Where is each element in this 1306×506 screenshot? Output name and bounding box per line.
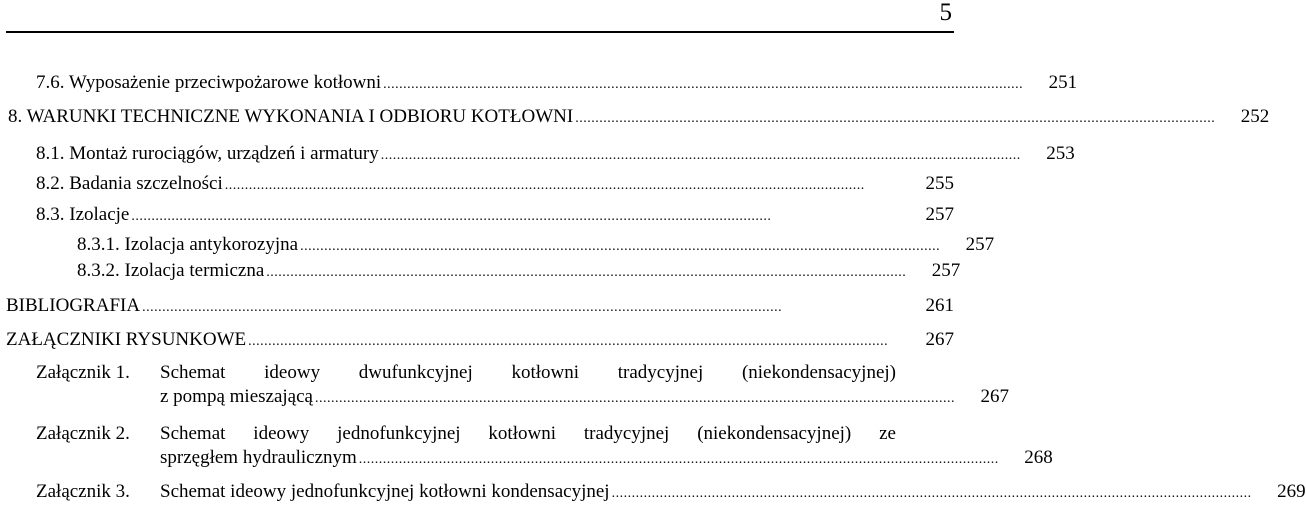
entry-page: 268 — [1024, 447, 1053, 468]
toc-entry-zalacznik-3[interactable] — [36, 480, 1306, 504]
toc-entry-bibliografia[interactable] — [6, 294, 954, 318]
toc-entry-8-3-2[interactable] — [77, 259, 961, 283]
entry-page: 257 — [965, 234, 995, 255]
entry-page: 269 — [1277, 481, 1306, 502]
toc-entry-8-1[interactable] — [36, 142, 1075, 166]
dot-leader: ................................................................................................................................................................ — [300, 239, 941, 254]
dot-leader: ................................................................................................................................................................ — [131, 209, 772, 224]
attachment-label: Załącznik 1. — [36, 362, 130, 383]
attachment-second-line — [36, 385, 1009, 409]
entry-title: 8.3.2. Izolacja termiczna — [77, 260, 265, 281]
attachment-description-cont: z pompą mieszającą — [160, 386, 313, 407]
dot-leader: ................................................................................................................................................................ — [575, 111, 1216, 126]
dot-leader: ................................................................................................................................................................ — [611, 486, 1252, 501]
dot-leader: ................................................................................................................................................................ — [380, 148, 1021, 163]
dot-leader: ................................................................................................................................................................ — [314, 391, 955, 406]
toc-entry-7-6[interactable] — [36, 71, 1078, 95]
page-number: 5 — [939, 0, 952, 26]
dot-leader: ................................................................................................................................................................ — [224, 178, 865, 193]
entry-page: 252 — [1240, 106, 1270, 127]
entry-title: 7.6. Wyposażenie przeciwpożarowe kotłowni — [36, 72, 382, 93]
attachment-first-line — [36, 422, 954, 446]
attachment-description: Schemat ideowy jednofunkcyjnej kotłowni tradycyjnej (niekondensacyjnej) ze — [160, 423, 896, 444]
attachment-first-line — [36, 361, 954, 385]
entry-page: 257 — [931, 260, 961, 281]
attachment-description: Schemat ideowy jednofunkcyjnej kotłowni kondensacyjnej — [160, 481, 610, 502]
toc-entry-8-3[interactable] — [36, 203, 954, 227]
entry-page: 267 — [980, 386, 1009, 407]
toc-entry-zalacznik-2[interactable] — [36, 422, 1053, 470]
entry-title: 8.3. Izolacje — [36, 204, 130, 225]
toc-entry-8-3-1[interactable] — [77, 233, 995, 257]
entry-page: 261 — [925, 295, 954, 316]
entry-title: ZAŁĄCZNIKI RYSUNKOWE — [6, 329, 247, 350]
toc-entry-8-2[interactable] — [36, 172, 954, 196]
entry-page: 253 — [1046, 143, 1075, 164]
header-rule — [6, 31, 954, 33]
dot-leader: ................................................................................................................................................................ — [383, 77, 1024, 92]
entry-page: 251 — [1048, 72, 1078, 93]
entry-title: BIBLIOGRAFIA — [6, 295, 141, 316]
entry-title: 8. WARUNKI TECHNICZNE WYKONANIA I ODBIORU KOTŁOWNI — [8, 106, 574, 127]
toc-entry-8[interactable] — [8, 105, 1270, 129]
entry-title: 8.3.1. Izolacja antykorozyjna — [77, 234, 299, 255]
attachment-label: Załącznik 3. — [36, 481, 130, 502]
entry-title: 8.2. Badania szczelności — [36, 173, 223, 194]
toc-entry-zalacznik-1[interactable] — [36, 361, 1009, 409]
dot-leader: ................................................................................................................................................................ — [266, 265, 907, 280]
dot-leader: ................................................................................................................................................................ — [358, 452, 999, 467]
dot-leader: ................................................................................................................................................................ — [248, 334, 889, 349]
entry-page: 257 — [925, 204, 954, 225]
toc-entry-zalaczniki[interactable] — [6, 328, 954, 352]
entry-page: 267 — [925, 329, 954, 350]
entry-page: 255 — [925, 173, 954, 194]
attachment-description-cont: sprzęgłem hydraulicznym — [160, 447, 357, 468]
entry-title: 8.1. Montaż rurociągów, urządzeń i armatury — [36, 143, 379, 164]
attachment-description: Schemat ideowy dwufunkcyjnej kotłowni tradycyjnej (niekondensacyjnej) — [160, 362, 896, 383]
attachment-second-line — [36, 446, 1053, 470]
dot-leader: ................................................................................................................................................................ — [142, 300, 783, 315]
attachment-label: Załącznik 2. — [36, 423, 130, 444]
